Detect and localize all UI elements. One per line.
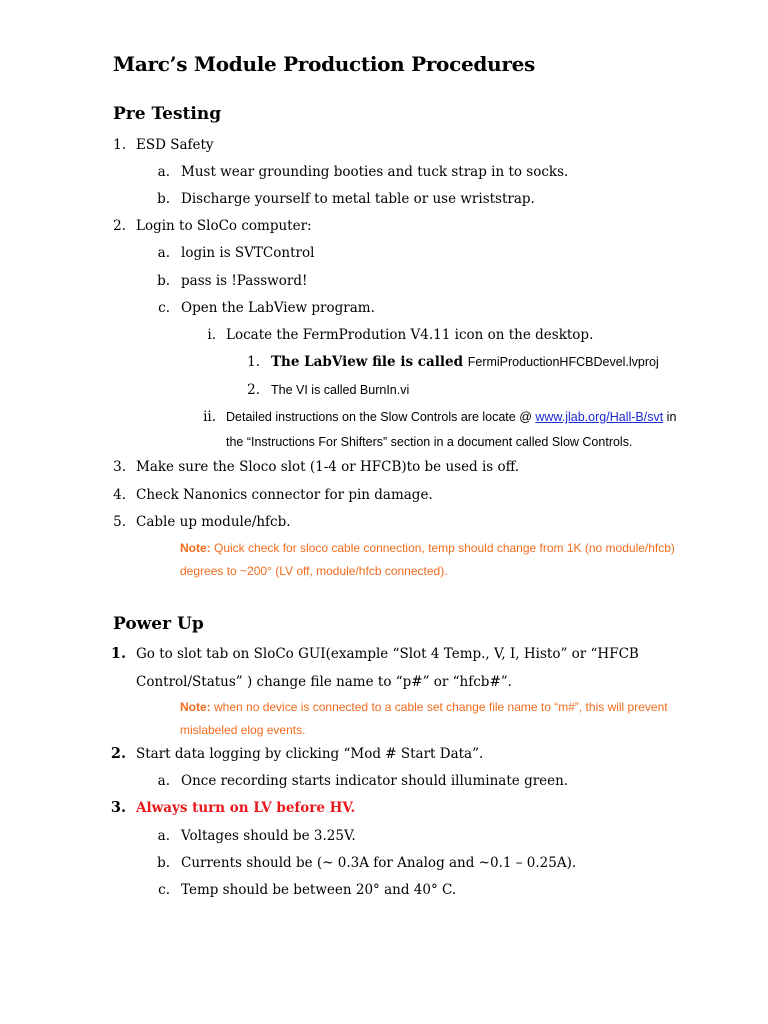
note-text: Note: when no device is connected to a cable set change file name to “m#”, this will prevent — [180, 700, 668, 714]
document-page: Marc’s Module Production Procedures Pre Testing 1. ESD Safety a. Must wear grounding booties and tuck strap in to socks. b. Discharge yourself to metal table or use wriststrap. 2. Login to SloCo computer: a. login is SVTControl b. pass is !Password! c. Open the LabView program. i. Locate the FermProdution V4.11 icon on the desktop. 1. The LabView file is called FermiProductionHFCBDevel.lvproj 2. The VI is called BurnIn.vi ii. Detailed instructions on the Slow Controls are locate @ www.jlab.org/Hall-B/svt in the “Instructions For Shifters” section in a document called Slow Controls. 3. Make sure the Sloco slot (1-4 or HFCB)to be used is off. 4. Check Nanonics connector for pin damage. 5. Cable up module/hfcb. Note: Quick check for sloco cable connection, temp should change from 1K (no module/hfcb) degrees to ~200° (LV off, module/hfcb connected). Power Up 1. Go to slot tab on SloCo GUI(example “Slot 4 Temp., V, I, Histo” or “HFCB Control/Status” ) change file name to “p#” or “hfcb#”. Note: when no device is connected to a cable set change file name to “m#”, this will prevent mislabeled elog events. 2. Start data logging by clicking “Mod # Start Data”. a. Once recording starts indicator should illuminate green. 3. Always turn on LV before HV. a. Voltages should be 3.25V. b. Currents should be (~ 0.3A for Analog and ~0.1 – 0.25A). c. Temp should be between 20° and 40° C. — [110, 52, 677, 898]
section-heading-power-up: Power Up — [113, 614, 204, 634]
note-text-continuation: degrees to ~200° (LV off, module/hfcb connected). — [180, 564, 448, 578]
svt-docs-link[interactable]: www.jlab.org/Hall-B/svt — [535, 410, 664, 424]
note-text: Note: Quick check for sloco cable connection, temp should change from 1K (no module/hfcb) — [180, 541, 675, 555]
section-heading-pre-testing: Pre Testing — [113, 104, 222, 124]
document-title: Marc’s Module Production Procedures — [113, 52, 535, 76]
filename-text: FermiProductionHFCBDevel.lvproj — [467, 355, 659, 369]
note-text-continuation: mislabeled elog events. — [180, 723, 306, 737]
